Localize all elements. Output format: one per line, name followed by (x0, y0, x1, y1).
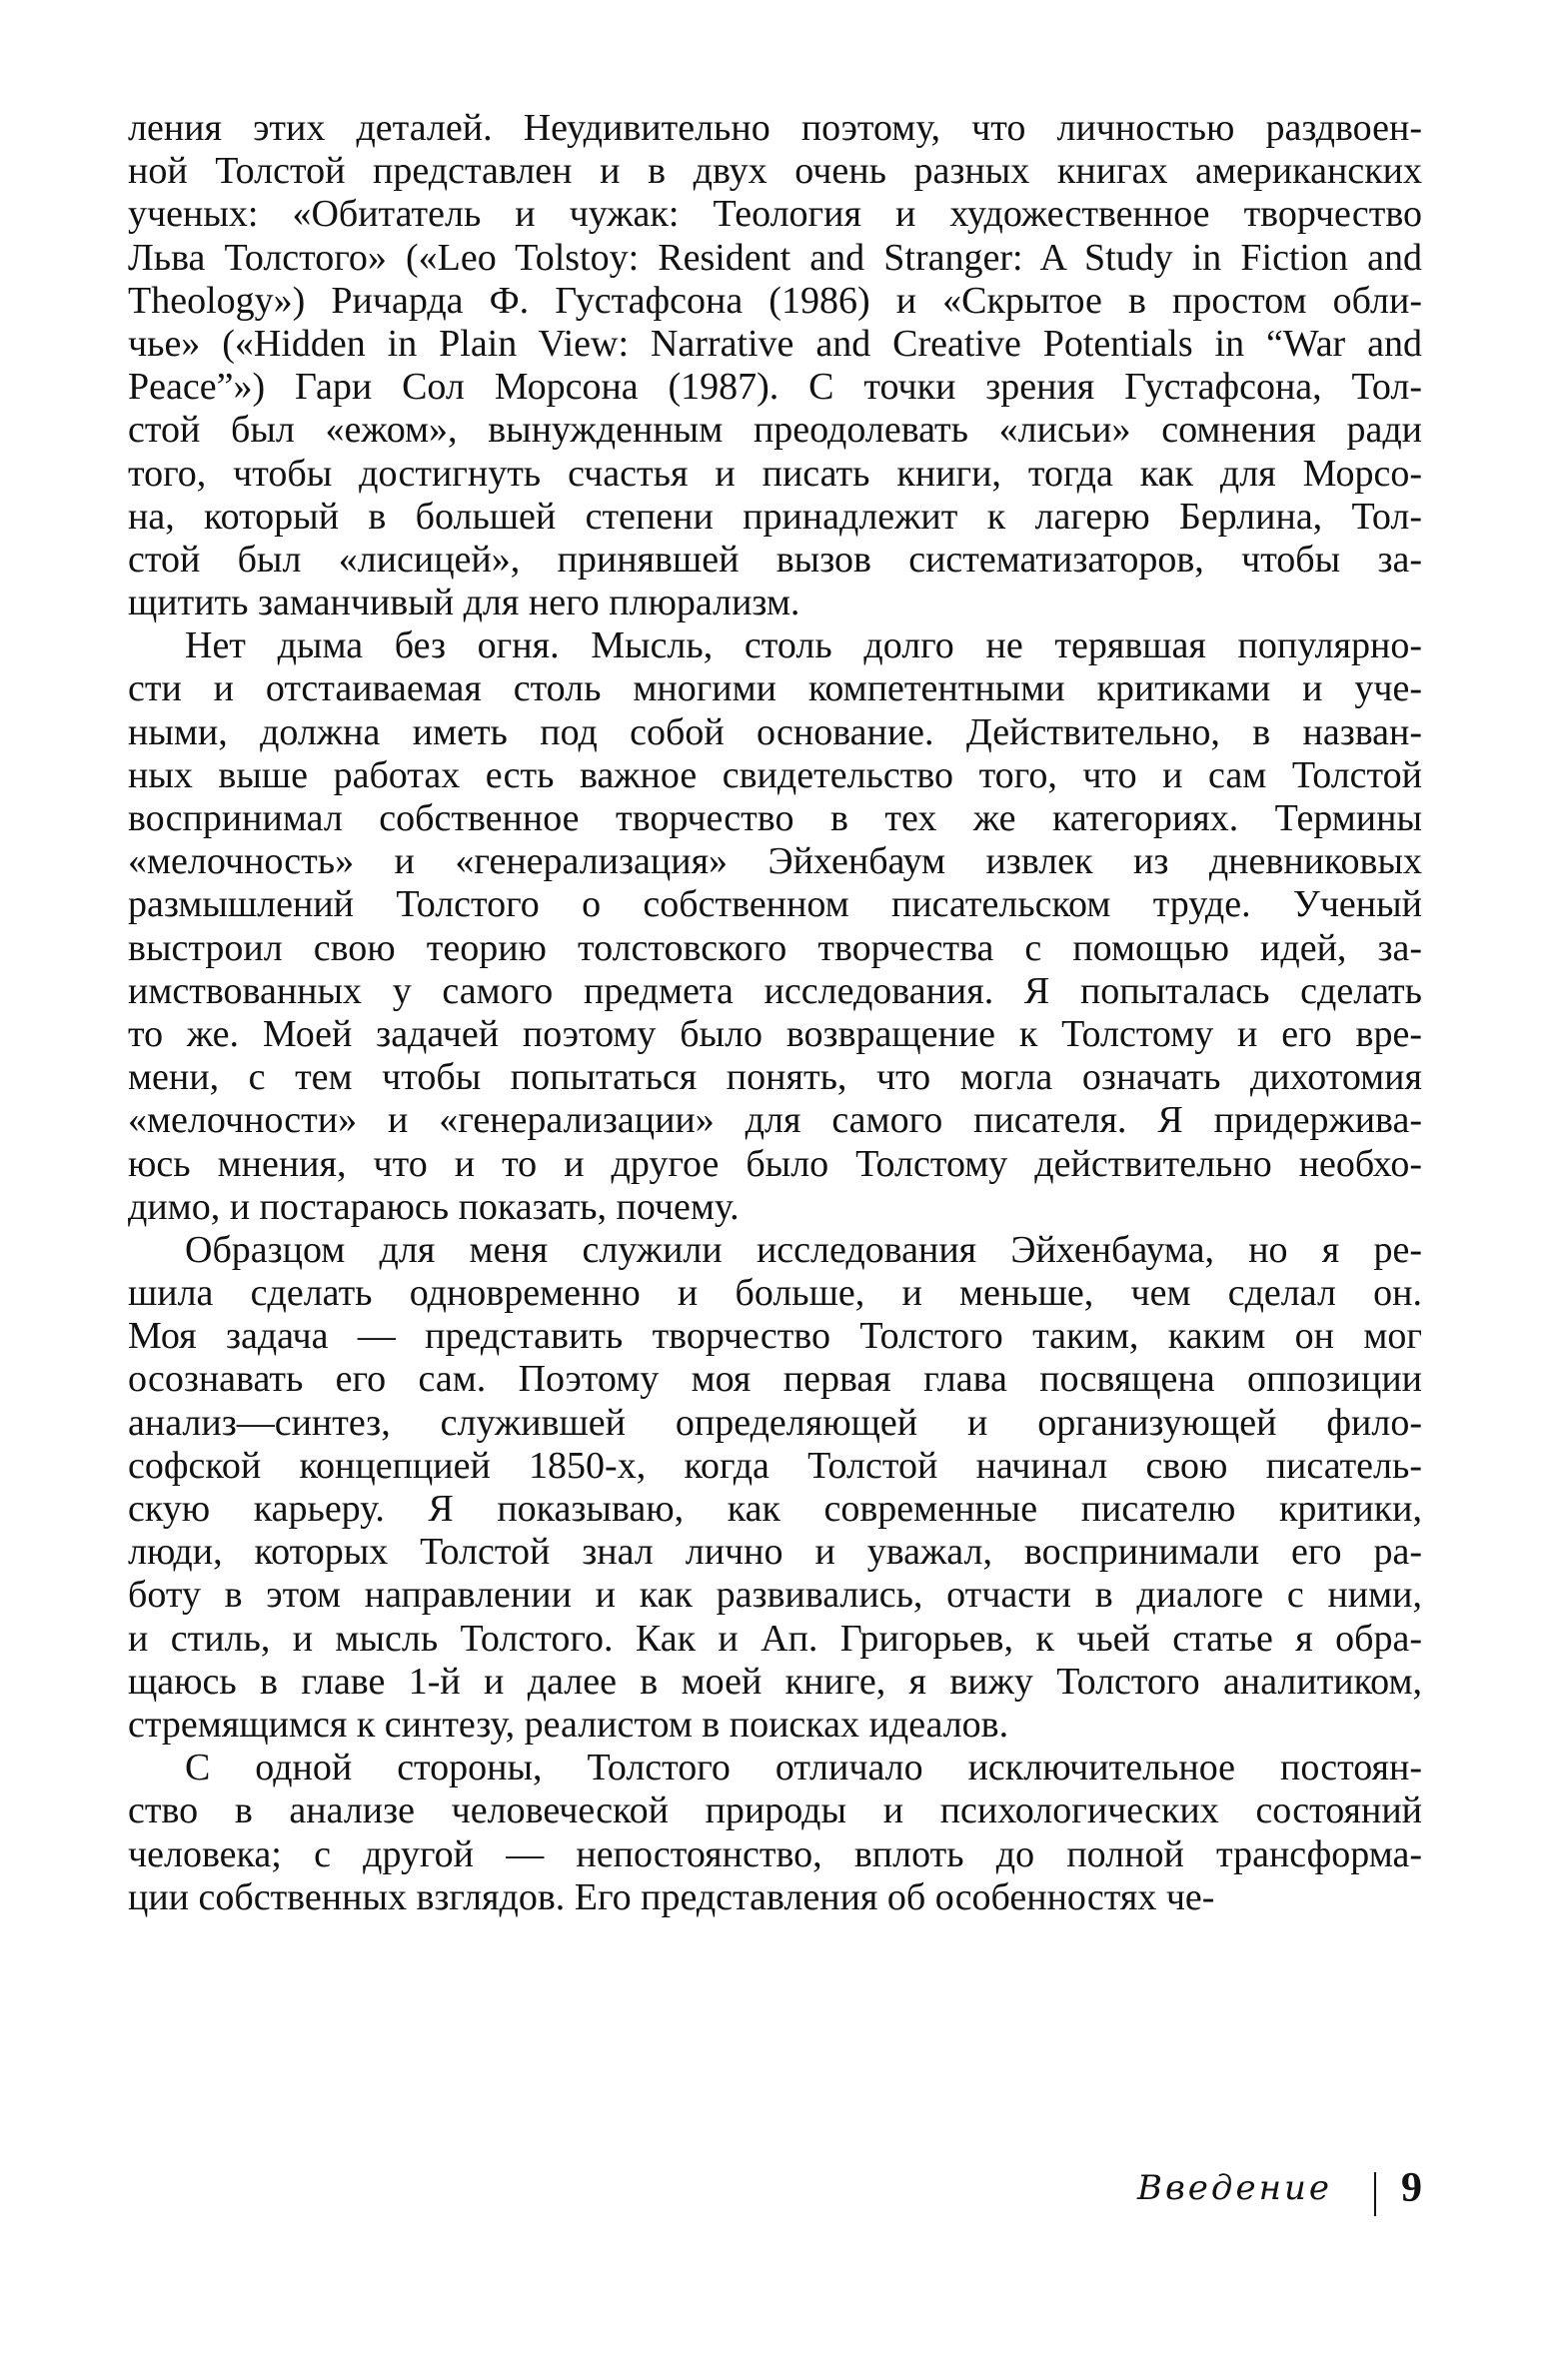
paragraph (128, 624, 1422, 1229)
text-line: на, который в большей степени принадлежит к лагерю Берлина, Тол- (128, 495, 1422, 538)
text-line: ными, должна иметь под собой основание. Действительно, в назван- (128, 710, 1422, 753)
text-line: стой был «лисицей», принявшей вызов систематизаторов, чтобы за- (128, 538, 1422, 581)
text-line: Peace”») Гари Сол Морсона (1987). С точки зрения Густафсона, Тол- (128, 366, 1422, 409)
text-line: выстроил свою теорию толстовского творчества с помощью идей, за- (128, 926, 1422, 969)
text-line: ученых: «Обитатель и чужак: Теология и художественное творчество (128, 193, 1422, 236)
text-line: размышлений Толстого о собственном писательском труде. Ученый (128, 883, 1422, 926)
text-line: Моя задача — представить творчество Толстого таким, каким он мог (128, 1315, 1422, 1358)
text-line: ления этих деталей. Неудивительно поэтому, что личностью раздвоен- (128, 107, 1422, 149)
paragraph (128, 1747, 1422, 1919)
text-line: скую карьеру. Я показываю, как современные писателю критики, (128, 1488, 1422, 1530)
text-line: мени, с тем чтобы попытаться понять, что могла означать дихотомия (128, 1056, 1422, 1099)
text-line: чье» («Hidden in Plain View: Narrative and Creative Potentials in “War and (128, 322, 1422, 365)
text-line: димо, и постараюсь показать, почему. (128, 1185, 740, 1228)
text-line: стой был «ежом», вынужденным преодолевать «лисьи» сомнения ради (128, 409, 1422, 452)
text-line: стремящимся к синтезу, реалистом в поисках идеалов. (128, 1703, 1009, 1746)
text-line: того, чтобы достигнуть счастья и писать книги, тогда как для Морсо- (128, 452, 1422, 495)
text-line: люди, которых Толстой знал лично и уважал, воспринимали его ра- (128, 1531, 1422, 1574)
text-line: юсь мнения, что и то и другое было Толстому действительно необхо- (128, 1142, 1422, 1185)
text-line: имствованных у самого предмета исследования. Я попыталась сделать (128, 969, 1422, 1012)
text-line: ство в анализе человеческой природы и психологических состояний (128, 1789, 1422, 1832)
text-line: ции собственных взглядов. Его представления об особенностях че- (128, 1875, 1215, 1918)
text-line: осознавать его сам. Поэтому моя первая глава посвящена оппозиции (128, 1358, 1422, 1401)
text-line: сти и отстаиваемая столь многими компетентными критиками и уче- (128, 667, 1422, 710)
text-line: боту в этом направлении и как развивались, отчасти в диалоге с ними, (128, 1574, 1422, 1617)
text-line: анализ—синтез, служившей определяющей и организующей фило- (128, 1401, 1422, 1444)
body-text (128, 107, 1422, 1919)
text-line: то же. Моей задачей поэтому было возвращение к Толстому и его вре- (128, 1012, 1422, 1055)
paragraph (128, 107, 1422, 624)
text-line: «мелочности» и «генерализации» для самого писателя. Я придержива- (128, 1099, 1422, 1142)
text-line: человека; с другой — непостоянство, вплоть до полной трансформа- (128, 1832, 1422, 1875)
page-number: 9 (1401, 2165, 1422, 2211)
paragraph (128, 1229, 1422, 1747)
text-line: Theology») Ричарда Ф. Густафсона (1986) и «Скрытое в простом обли- (128, 279, 1422, 322)
text-line: Образцом для меня служили исследования Эйхенбаума, но я ре- (185, 1228, 1422, 1271)
page-footer (1039, 2164, 1424, 2224)
text-line: С одной стороны, Толстого отличало исключительное постоян- (185, 1747, 1422, 1789)
text-line: софской концепцией 1850-х, когда Толстой начинал свою писатель- (128, 1444, 1422, 1487)
running-head: Введение (1137, 2168, 1332, 2208)
text-line: щаюсь в главе 1-й и далее в моей книге, я вижу Толстого аналитиком, (128, 1660, 1422, 1703)
text-line: воспринимал собственное творчество в тех же категориях. Термины (128, 797, 1422, 839)
text-line: ной Толстой представлен и в двух очень разных книгах американских (128, 150, 1422, 193)
text-line: Льва Толстого» («Leo Tolstoy: Resident and Stranger: A Study in Fiction and (128, 236, 1422, 279)
footer-divider (1374, 2172, 1376, 2216)
text-line: щитить заманчивый для него плюрализм. (128, 582, 800, 624)
text-line: ных выше работах есть важное свидетельство того, что и сам Толстой (128, 753, 1422, 796)
text-line: «мелочность» и «генерализация» Эйхенбаум извлек из дневниковых (128, 840, 1422, 883)
text-line: Нет дыма без огня. Мысль, столь долго не терявшая популярно- (185, 624, 1422, 667)
text-line: шила сделать одновременно и больше, и меньше, чем сделал он. (128, 1272, 1422, 1315)
text-line: и стиль, и мысль Толстого. Как и Ап. Григорьев, к чьей статье я обра- (128, 1617, 1422, 1660)
